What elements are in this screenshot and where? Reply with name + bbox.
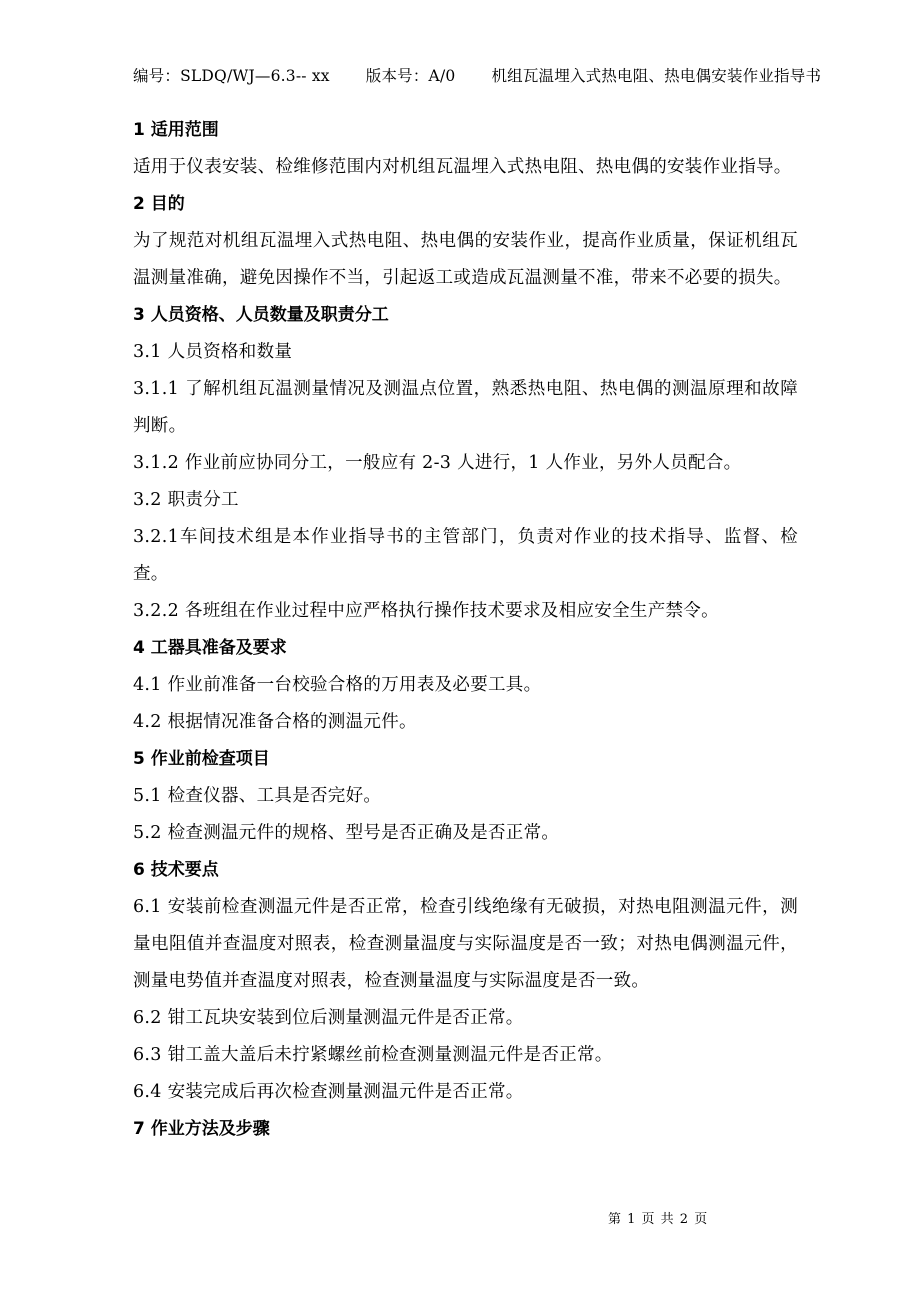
page-footer: 第 1 页 共 2 页 xyxy=(608,1212,709,1227)
section-3-2-title: 3.2 职责分工 xyxy=(133,490,239,510)
section-6-2-paragraph: 6.2 钳工瓦块安装到位后测量测温元件是否正常。 xyxy=(133,1008,524,1028)
section-5-heading: 5 作业前检查项目 xyxy=(133,749,270,769)
section-2-paragraph: 为了规范对机组瓦温埋入式热电阻、热电偶的安装作业，提高作业质量，保证机组瓦温测量准确，避免因操作不当，引起返工或造成瓦温测量不准，带来不必要的损失。 xyxy=(133,231,798,288)
section-5-1-paragraph: 5.1 检查仪器、工具是否完好。 xyxy=(133,786,382,806)
section-7-heading: 7 作业方法及步骤 xyxy=(133,1119,270,1139)
document-body xyxy=(133,112,798,1148)
section-5-2-paragraph: 5.2 检查测温元件的规格、型号是否正确及是否正常。 xyxy=(133,823,560,843)
section-3-2-2-paragraph: 3.2.2 各班组在作业过程中应严格执行操作技术要求及相应安全生产禁令。 xyxy=(133,601,719,621)
section-1-paragraph: 适用于仪表安装、检维修范围内对机组瓦温埋入式热电阻、热电偶的安装作业指导。 xyxy=(133,157,792,177)
section-6-3-paragraph: 6.3 钳工盖大盖后未拧紧螺丝前检查测量测温元件是否正常。 xyxy=(133,1045,613,1065)
section-4-1-paragraph: 4.1 作业前准备一台校验合格的万用表及必要工具。 xyxy=(133,675,542,695)
page-header xyxy=(133,64,822,86)
section-3-1-2-paragraph: 3.1.2 作业前应协同分工，一般应有 2-3 人进行，1 人作业，另外人员配合。 xyxy=(133,453,742,473)
doc-version: 版本号：A/0 xyxy=(365,67,456,85)
section-6-1-paragraph: 6.1 安装前检查测温元件是否正常，检查引线绝缘有无破损，对热电阻测温元件，测量电阻值并查温度对照表，检查测量温度与实际温度是否一致；对热电偶测温元件，测量电势值并查温度对照表，检查测量温度与实际温度是否一致。 xyxy=(133,897,798,991)
section-6-4-paragraph: 6.4 安装完成后再次检查测量测温元件是否正常。 xyxy=(133,1082,524,1102)
doc-number: 编号：SLDQ/WJ—6.3-- xx xyxy=(133,67,330,85)
section-2-heading: 2 目的 xyxy=(133,194,185,214)
section-3-heading: 3 人员资格、人员数量及职责分工 xyxy=(133,305,389,325)
section-4-2-paragraph: 4.2 根据情况准备合格的测温元件。 xyxy=(133,712,417,732)
section-3-1-title: 3.1 人员资格和数量 xyxy=(133,342,293,362)
section-6-heading: 6 技术要点 xyxy=(133,860,219,880)
section-3-2-1-paragraph: 3.2.1车间技术组是本作业指导书的主管部门，负责对作业的技术指导、监督、检查。 xyxy=(133,527,798,584)
section-3-1-1-paragraph: 3.1.1 了解机组瓦温测量情况及测温点位置，熟悉热电阻、热电偶的测温原理和故障判断。 xyxy=(133,379,798,436)
doc-title: 机组瓦温埋入式热电阻、热电偶安装作业指导书 xyxy=(491,67,822,85)
section-1-heading: 1 适用范围 xyxy=(133,120,219,140)
section-4-heading: 4 工器具准备及要求 xyxy=(133,638,287,658)
